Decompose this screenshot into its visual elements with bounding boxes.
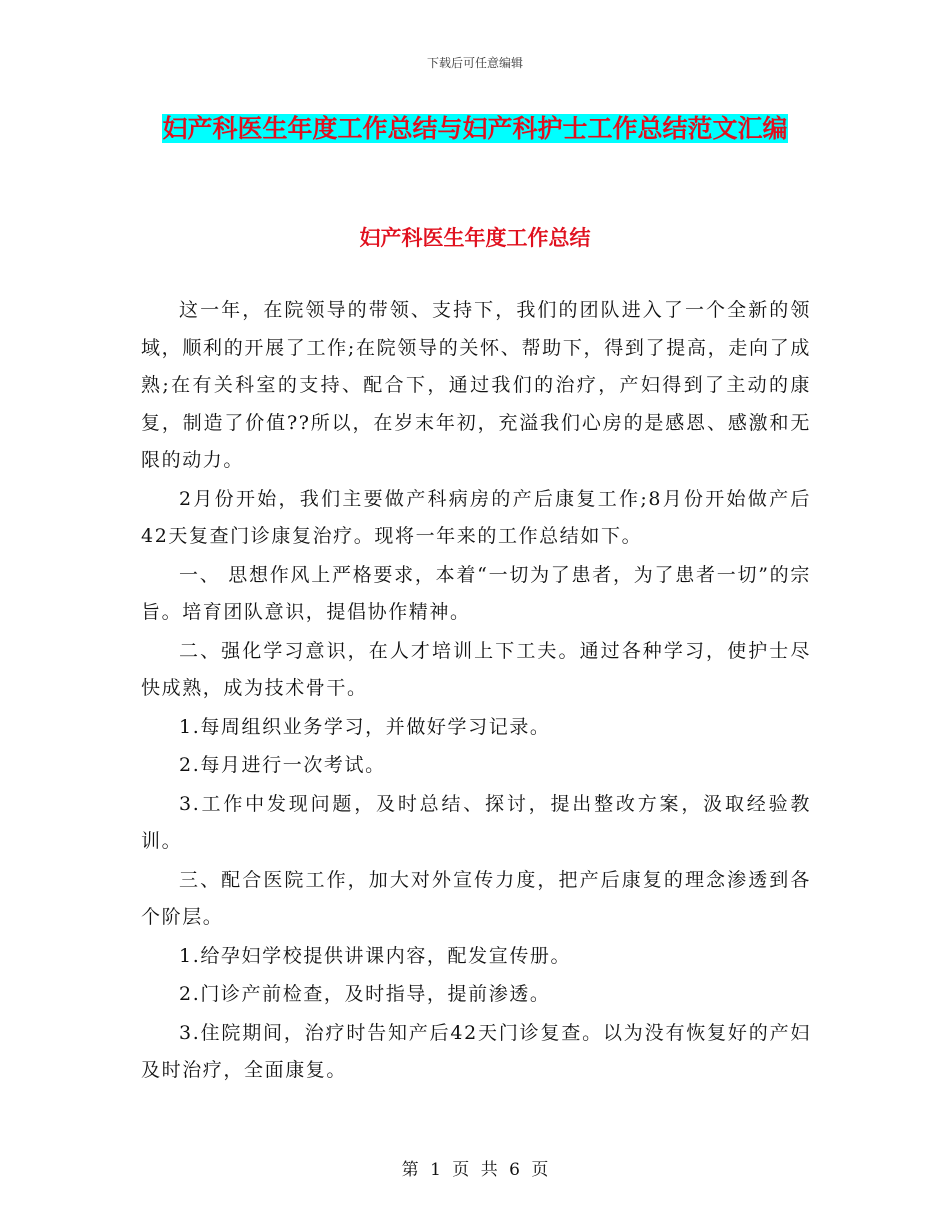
document-title-text: 妇产科医生年度工作总结与妇产科护士工作总结范文汇编: [162, 114, 788, 143]
document-title: [140, 106, 810, 152]
list-item: 3.工作中发现问题，及时总结、探讨，提出整改方案，汲取经验教训。: [141, 792, 811, 852]
document-body: [141, 292, 811, 1091]
header-note: 下载后可任意编辑: [426, 56, 523, 70]
section-title: 妇产科医生年度工作总结: [359, 226, 591, 250]
paragraph: 这一年，在院领导的带领、支持下，我们的团队进入了一个全新的领域，顺利的开展了工作;在院领导的关怀、帮助下，得到了提高，走向了成熟;在有关科室的支持、配合下，通过我们的治疗，产妇得到了主动的康复，制造了价值??所以，在岁末年初，充溢我们心房的是感恩、感激和无限的动力。: [141, 299, 811, 471]
page-footer: 第 1 页 共 6 页: [401, 1160, 549, 1180]
paragraph: 二、强化学习意识，在人才培训上下工夫。通过各种学习，使护士尽快成熟，成为技术骨干。: [141, 639, 811, 699]
list-item: 2.每月进行一次考试。: [179, 754, 386, 776]
list-item: 3.住院期间，治疗时告知产后42天门诊复查。以为没有恢复好的产妇及时治疗，全面康复。: [141, 1021, 811, 1081]
list-item: 1.每周组织业务学习，并做好学习记录。: [179, 715, 551, 738]
paragraph: 三、配合医院工作，加大对外宣传力度，把产后康复的理念渗透到各个阶层。: [141, 868, 811, 928]
paragraph: 一、 思想作风上严格要求，本着“一切为了患者，为了患者一切”的宗旨。培育团队意识，提倡协作精神。: [141, 563, 811, 623]
list-item: 2.门诊产前检查，及时指导，提前渗透。: [179, 983, 551, 1005]
paragraph: 2月份开始，我们主要做产科病房的产后康复工作;8月份开始做产后42天复查门诊康复治疗。现将一年来的工作总结如下。: [141, 487, 811, 547]
list-item: 1.给孕妇学校提供讲课内容，配发宣传册。: [179, 944, 572, 967]
